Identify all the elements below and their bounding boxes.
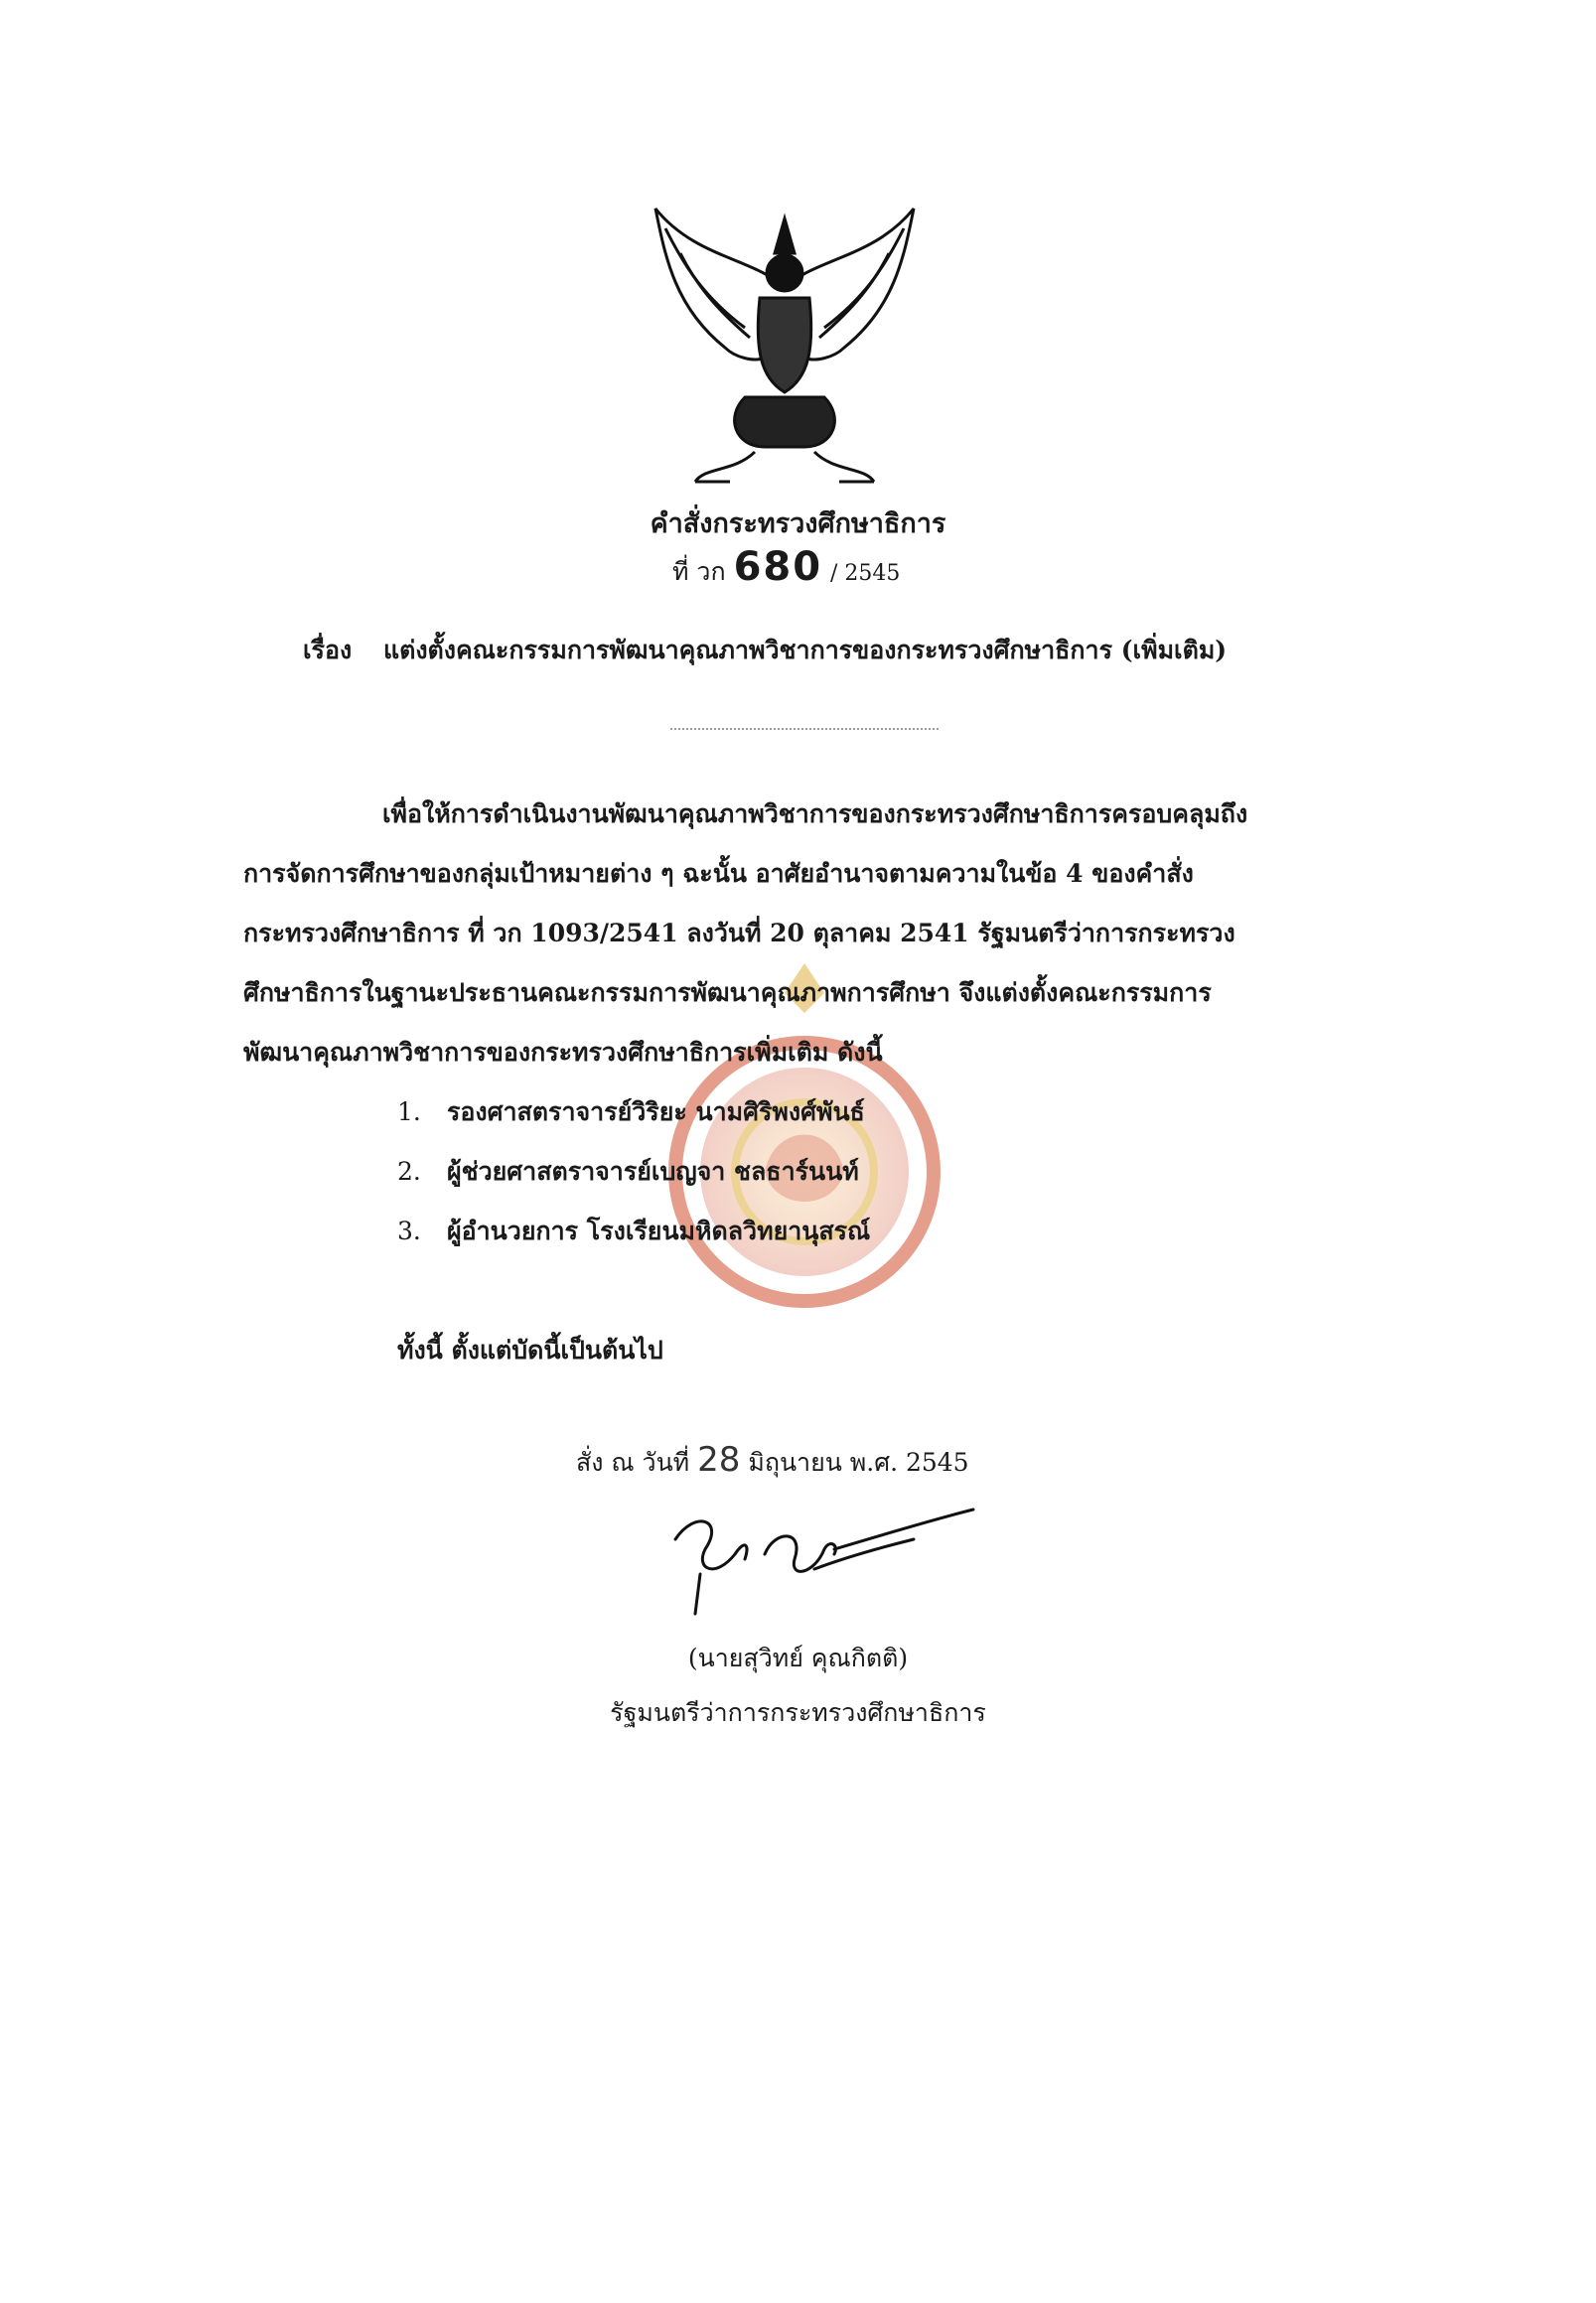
body-paragraph — [243, 785, 1376, 1082]
effective-clause: ทั้งนี้ ตั้งแต่บัดนี้เป็นต้นไป — [397, 1336, 663, 1365]
body-line: กระทรวงศึกษาธิการ ที่ วก 1093/2541 ลงวันที่ 20 ตุลาคม 2541 รัฐมนตรีว่าการกระทรวง — [243, 919, 1235, 947]
body-line: พัฒนาคุณภาพวิชาการของกระทรวงศึกษาธิการเพิ่มเติม ดังนี้ — [243, 1038, 883, 1067]
member-list-item — [397, 1092, 865, 1132]
member-list-item — [397, 1212, 870, 1251]
subject-text: แต่งตั้งคณะกรรมการพัฒนาคุณภาพวิชาการของกระทรวงศึกษาธิการ (เพิ่มเติม) — [383, 636, 1228, 664]
signer-name: (นายสุวิทย์ คุณกิตติ) — [687, 1644, 909, 1672]
body-line: ศึกษาธิการในฐานะประธานคณะกรรมการพัฒนาคุณภาพการศึกษา จึงแต่งตั้งคณะกรรมการ — [243, 978, 1212, 1007]
member-number: 1. — [397, 1097, 421, 1126]
member-number: 3. — [397, 1217, 421, 1245]
signing-date — [576, 1440, 969, 1483]
member-list-item — [397, 1152, 859, 1192]
subject-label: เรื่อง — [303, 636, 353, 664]
member-name: ผู้ช่วยศาสตราจารย์เบญจา ชลธาร์นนท์ — [446, 1157, 859, 1186]
member-name: ผู้อำนวยการ โรงเรียนมหิดลวิทยานุสรณ์ — [446, 1217, 871, 1245]
garuda-emblem-icon — [636, 199, 934, 497]
member-name: รองศาสตราจารย์วิริยะ นามศิริพงศ์พันธ์ — [446, 1097, 865, 1126]
order-number-handwritten: 680 — [733, 544, 823, 590]
subject-line — [303, 631, 1227, 670]
signer-title: รัฐมนตรีว่าการกระทรวงศึกษาธิการ — [610, 1698, 986, 1727]
signing-day-handwritten: 28 — [697, 1440, 741, 1480]
body-line: เพื่อให้การดำเนินงานพัฒนาคุณภาพวิชาการของกระทรวงศึกษาธิการครอบคลุมถึง — [382, 799, 1248, 828]
signing-prefix: สั่ง ณ วันที่ — [576, 1448, 690, 1477]
order-year: / 2545 — [830, 561, 901, 586]
order-number — [672, 544, 900, 592]
document-title: คำสั่งกระทรวงศึกษาธิการ — [650, 508, 946, 539]
signing-month-year: มิถุนายน พ.ศ. 2545 — [748, 1448, 969, 1477]
order-prefix: ที่ วก — [672, 557, 726, 586]
divider — [670, 728, 939, 730]
signature-icon — [655, 1500, 983, 1619]
member-number: 2. — [397, 1157, 421, 1186]
body-line: การจัดการศึกษาของกลุ่มเป้าหมายต่าง ๆ ฉะนั้น อาศัยอำนาจตามความในข้อ 4 ของคำสั่ง — [243, 859, 1194, 888]
